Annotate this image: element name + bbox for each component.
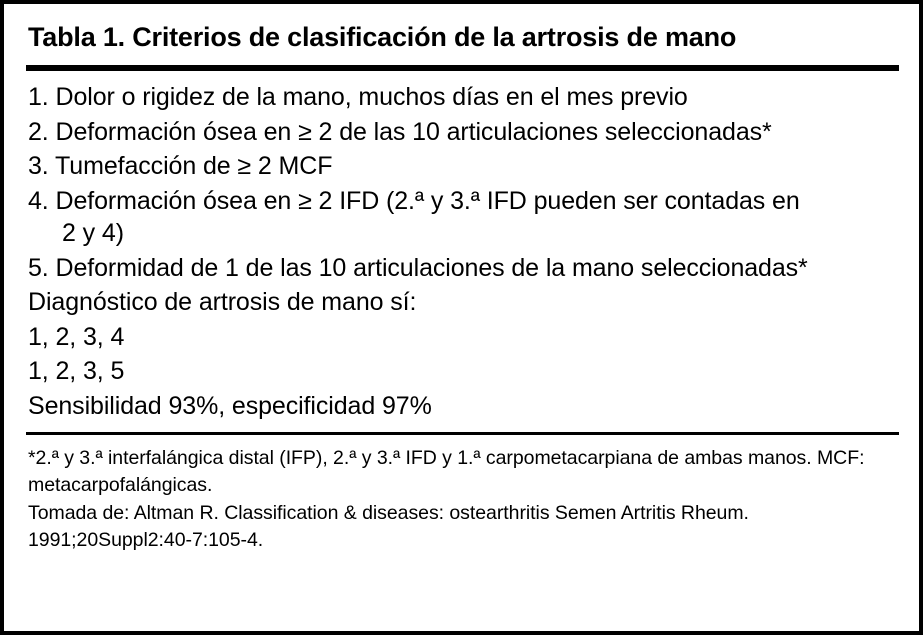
criteria-list bbox=[26, 81, 899, 424]
footnote-abbreviations: *2.ª y 3.ª interfalángica distal (IFP), 2.ª y 3.ª IFD y 1.ª carpometacarpiana de ambas manos. MCF: metacarpofalángicas. bbox=[28, 447, 865, 496]
diagnosis-label: Diagnóstico de artrosis de mano sí: bbox=[28, 288, 417, 317]
bottom-spacer bbox=[26, 555, 899, 621]
criterion-4-continuation: 2 y 4) bbox=[62, 219, 124, 248]
criterion-4-main: 4. Deformación ósea en ≥ 2 IFD (2.ª y 3.ª IFD pueden ser contadas en bbox=[28, 186, 800, 215]
criterion-item: 3. Tumefacción de ≥ 2 MCF bbox=[28, 152, 333, 181]
diagnosis-combination: 1, 2, 3, 4 bbox=[28, 322, 125, 351]
footnotes bbox=[28, 445, 899, 555]
criterion-item-5: 5. Deformidad de 1 de las 10 articulaciones de la mano seleccionadas* bbox=[28, 253, 808, 282]
criterion-item-4 bbox=[28, 185, 899, 250]
title-divider bbox=[26, 65, 899, 71]
footnote-source: Tomada de: Altman R. Classification & diseases: ostearthritis Semen Artritis Rheum. 1991;20Suppl2:40-7:105-4. bbox=[28, 501, 749, 551]
footnote-divider bbox=[26, 432, 899, 435]
table-title: Tabla 1. Criterios de clasificación de la artrosis de mano bbox=[28, 22, 737, 52]
criterion-item: 1. Dolor o rigidez de la mano, muchos días en el mes previo bbox=[28, 83, 688, 112]
criterion-item: 2. Deformación ósea en ≥ 2 de las 10 articulaciones seleccionadas* bbox=[28, 117, 772, 146]
diagnosis-combination: 1, 2, 3, 5 bbox=[28, 357, 125, 386]
sensitivity-specificity: Sensibilidad 93%, especificidad 97% bbox=[28, 391, 432, 420]
